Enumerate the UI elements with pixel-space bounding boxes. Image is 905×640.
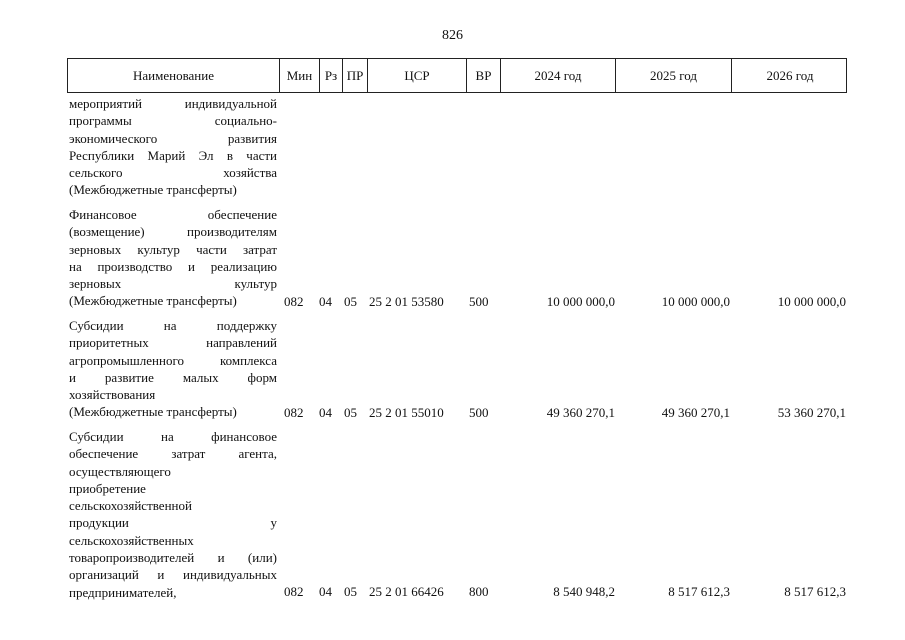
header-2024: 2024 год: [501, 59, 616, 92]
name-line: Финансовое обеспечение: [69, 207, 277, 222]
cell-vr: 500: [469, 294, 489, 309]
cell-2026: 53 360 270,1: [777, 405, 846, 420]
row-name-cell: [69, 428, 277, 601]
cell-min: 082: [284, 405, 304, 420]
name-line: зерновых культур части затрат: [69, 241, 277, 257]
name-line: хозяйствования: [69, 387, 156, 403]
name-line: программы социально-: [69, 113, 277, 129]
cell-2024: 10 000 000,0: [546, 294, 615, 309]
name-line: Республики Марий Эл в части: [69, 147, 277, 163]
name-line: экономического развития: [69, 130, 277, 146]
header-min: Мин: [280, 59, 320, 92]
cell-rz: 04: [319, 405, 332, 420]
name-line: зерновых культур: [69, 276, 277, 292]
header-name: Наименование: [68, 59, 280, 92]
name-line: обеспечение затрат агента,: [69, 446, 277, 462]
name-line: (возмещение) производителям: [69, 224, 277, 240]
name-line: сельскохозяйственной: [69, 498, 192, 514]
name-line: (Межбюджетные трансферты): [69, 293, 237, 309]
header-pr: ПР: [343, 59, 368, 92]
cell-min: 082: [284, 294, 304, 309]
cell-2025: 10 000 000,0: [661, 294, 730, 309]
cell-vr: 800: [469, 584, 489, 599]
cell-pr: 05: [344, 294, 357, 309]
header-2025: 2025 год: [616, 59, 732, 92]
name-line: мероприятий индивидуальной: [69, 96, 277, 111]
header-2026: 2026 год: [766, 68, 814, 83]
row-name-cell: [69, 206, 277, 310]
header-csr: ЦСР: [368, 59, 467, 92]
name-line: сельского хозяйства: [69, 165, 277, 181]
name-line: на производство и реализацию: [69, 258, 277, 274]
name-line: сельскохозяйственных: [69, 532, 194, 548]
cell-2026: 10 000 000,0: [777, 294, 846, 309]
page-number: 826: [442, 28, 463, 43]
name-line: приоритетных направлений: [69, 335, 277, 351]
table-header: [67, 58, 847, 93]
cell-vr: 500: [469, 405, 489, 420]
cell-csr: 25 2 01 53580: [369, 294, 444, 309]
name-line: и развитие малых форм: [69, 369, 277, 385]
header-vr: ВР: [467, 59, 501, 92]
name-line: (Межбюджетные трансферты): [69, 182, 237, 198]
name-line: товаропроизводителей и (или): [69, 550, 277, 566]
name-line: продукции у: [69, 515, 277, 531]
cell-pr: 05: [344, 405, 357, 420]
name-line: приобретение: [69, 480, 146, 496]
cell-2026: 8 517 612,3: [784, 584, 846, 599]
cell-rz: 04: [319, 584, 332, 599]
cell-2025: 49 360 270,1: [661, 405, 730, 420]
cell-csr: 25 2 01 66426: [369, 584, 444, 599]
cell-2024: 49 360 270,1: [546, 405, 615, 420]
name-line: Субсидии на финансовое: [69, 429, 277, 444]
name-line: (Межбюджетные трансферты): [69, 404, 237, 420]
header-rz: Рз: [320, 59, 343, 92]
cell-min: 082: [284, 584, 304, 599]
cell-rz: 04: [319, 294, 332, 309]
cell-2025: 8 517 612,3: [668, 584, 730, 599]
name-line: осуществляющего: [69, 463, 171, 479]
name-line: агропромышленного комплекса: [69, 352, 277, 368]
cell-2024: 8 540 948,2: [553, 584, 615, 599]
row-name-cell: [69, 317, 277, 421]
row-name-cell: [69, 95, 277, 199]
name-line: предпринимателей,: [69, 584, 177, 600]
name-line: Субсидии на поддержку: [69, 318, 277, 333]
cell-pr: 05: [344, 584, 357, 599]
cell-csr: 25 2 01 55010: [369, 405, 444, 420]
name-line: организаций и индивидуальных: [69, 567, 277, 583]
